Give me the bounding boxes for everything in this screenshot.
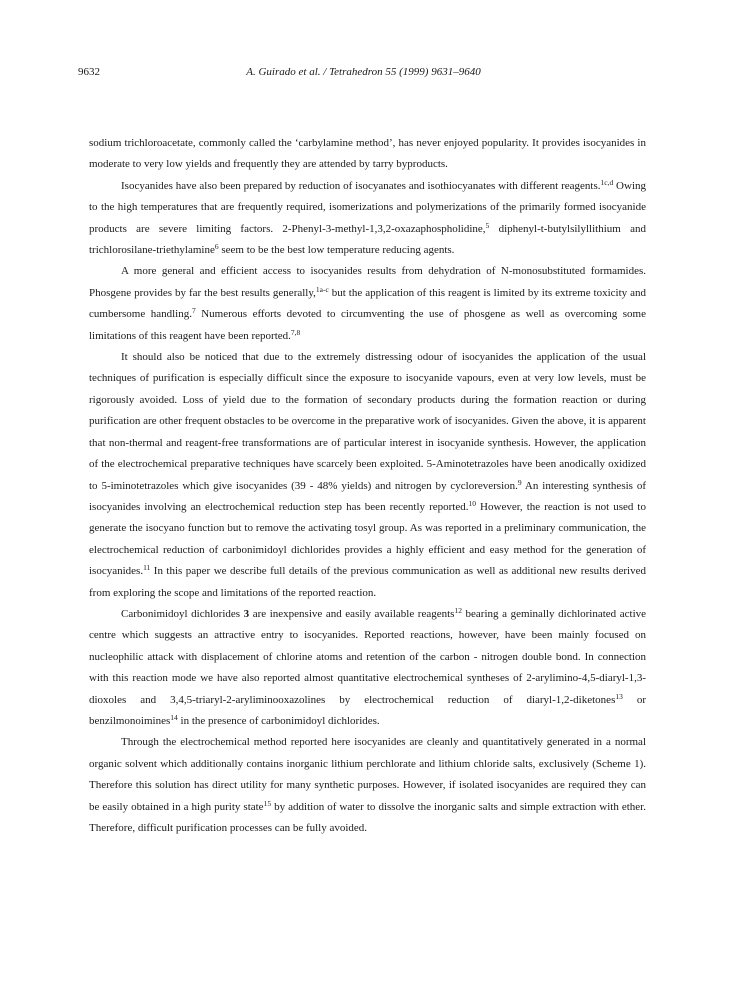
citation: 14 xyxy=(170,712,178,722)
citation: 1a-c xyxy=(315,284,329,294)
paragraph-6 xyxy=(89,732,646,839)
text-segment: in the presence of carbonimidoyl dichlorides. xyxy=(177,714,380,727)
page-number: 9632 xyxy=(78,66,100,78)
article-body xyxy=(89,133,646,839)
text-segment: Owing to the high temperatures that are frequently required, isomerizations and polymerizations of the primarily formed isocyanide products are severe limiting factors. 2-Phenyl-3-methyl-1,3,2-oxazaphospholidine, xyxy=(89,179,647,235)
running-head: A. Guirado et al. / Tetrahedron 55 (1999) 9631–9640 xyxy=(246,66,481,78)
text-segment: Carbonimidoyl dichlorides xyxy=(121,607,244,620)
citation: 9 xyxy=(517,477,522,487)
text-segment: seem to be the best low temperature reducing agents. xyxy=(218,244,455,257)
citation: 7 xyxy=(191,306,196,316)
paragraph-1: sodium trichloroacetate, commonly called the ‘carbylamine method’, has never enjoyed popularity. It provides isocyanides in moderate to very low yields and frequently they are attended by tarry byproducts. xyxy=(89,137,646,171)
citation: 7,8 xyxy=(290,327,301,337)
text-segment: Numerous efforts devoted to circumventing the use of phosgene as well as overcoming some limitations of this reagent have been reported. xyxy=(89,308,646,342)
paragraph-4 xyxy=(89,347,646,604)
citation: 13 xyxy=(615,691,623,701)
text-segment: Isocyanides have also been prepared by reduction of isocyanates and isothiocyanates with different reagents. xyxy=(121,179,601,192)
citation: 11 xyxy=(143,563,151,573)
paragraph-2 xyxy=(89,176,646,262)
text-segment: or benzilmonoimines xyxy=(89,693,646,727)
citation: 10 xyxy=(468,498,476,508)
text-segment: An interesting synthesis of isocyanides involving an electrochemical reduction step has been recently reported. xyxy=(89,479,646,513)
paragraph-3 xyxy=(89,261,646,347)
citation: 1c,d xyxy=(600,177,614,187)
citation: 6 xyxy=(214,242,219,252)
text-segment: Through the electrochemical method reported here isocyanides are cleanly and quantitatively generated in a normal organic solvent which additionally contains inorganic lithium perchlorate and lithium chloride salts, exclusively (Scheme 1). Therefore this solution has direct utility for many synthetic purposes. However, if isolated isocyanides are required they can be easily obtained in a high purity state xyxy=(89,736,646,813)
text-segment: diphenyl-t-butylsilyllithium and trichlorosilane-triethylamine xyxy=(89,222,646,257)
citation: 5 xyxy=(485,220,490,230)
text-segment: but the application of this reagent is limited by its extreme toxicity and cumbersome handling. xyxy=(89,286,647,321)
citation: 12 xyxy=(454,605,462,615)
text-segment: are inexpensive and easily available reagents xyxy=(249,607,455,620)
paragraph-5 xyxy=(89,604,646,732)
text-segment: bearing a geminally dichlorinated active centre which suggests an attractive entry to isocyanides. Reported reactions, however, have been mainly focused on nucleophilic attack with displacement of chlorine atoms and retention of the carbon - nitrogen double bond. In connection with this reaction mode we have also reported almost quantitative electrochemical syntheses of 2-arylimino-4,5-diaryl-1,3-dioxoles and 3,4,5-triaryl-2-aryliminooxazolines by electrochemical reduction of diaryl-1,2-diketones xyxy=(89,607,647,706)
text-segment: In this paper we describe full details of the previous communication as well as additional new results derived from exploring the scope and limitations of the reported reaction. xyxy=(89,565,646,599)
text-segment: A more general and efficient access to isocyanides results from dehydration of N-monosubstituted formamides. Phosgene provides by far the best results generally, xyxy=(89,265,646,299)
text-segment: However, the reaction is not used to generate the isocyano function but to remove the activating tosyl group. As was reported in a preliminary communication, the electrochemical reduction of carbonimidoyl dichlorides provides a highly efficient and easy method for the generation of isocyanides. xyxy=(89,500,646,578)
text-segment: It should also be noticed that due to the extremely distressing odour of isocyanides the application of the usual techniques of purification is especially difficult since the exposure to isocyanide vapours, even at very low levels, must be rigorously avoided. Loss of yield due to the formation of secondary products during the formation reaction or during purification are other frequent obstacles to be overcome in the preparative work of isocyanides. Given the above, it is apparent that non-thermal and reagent-free transformations are of particular interest in isocyanide synthesis. However, the application of the electrochemical preparative techniques have scarcely been exploited. 5-Aminotetrazoles have been anodically oxidized to 5-iminotetrazoles which give isocyanides (39 - 48% yields) and nitrogen by cycloreversion. xyxy=(89,351,646,492)
page-header xyxy=(78,66,649,82)
compound-number: 3 xyxy=(243,607,250,620)
citation: 15 xyxy=(263,798,272,808)
text-segment: by addition of water to dissolve the inorganic salts and simple extraction with ether. Therefore, difficult purification processes can be fully avoided. xyxy=(89,800,646,834)
